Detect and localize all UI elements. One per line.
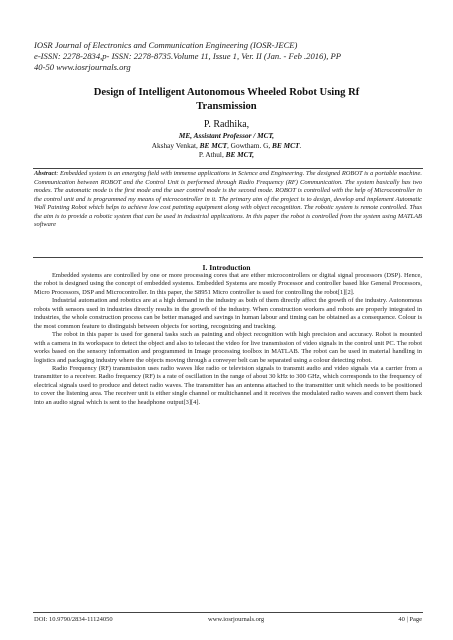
introduction-body: [34, 272, 422, 407]
author-3-degree: BE MCT: [272, 140, 300, 150]
abstract-label: Abstract: [34, 170, 57, 177]
author-2-name: Akshay Venkat,: [151, 140, 200, 150]
author-3-end: .: [299, 140, 302, 150]
paper-title: [30, 86, 423, 113]
author-1-name: P. Radhika,: [203, 119, 250, 130]
footer-rule: [33, 612, 423, 613]
abstract-top-rule: [33, 168, 423, 169]
abstract-text: : Embedded system is an emerging field with immense applications in Science and Engineering. The designed ROBOT is a portable machine. Communication between ROBOT and the Control Unit is performed through Radio Frequency (RF) Communication. The system basically has two modes. The automatic mode is the first mode and the user control mode is the second mode. ROBOT is controlled with the help of Microcontroller in the control unit and is programmed my means of microcontroller in it. The primary aim of the project is to design, develop and implement Automatic Wall Painting Robot which helps to achieve low cost painting equipment along with object recognition. The robotic system is remote controlled. Thus the aim is to provide a robotic system that can be used in industrial applications. In this paper the robot is controlled from the system using MATLAB software: [34, 170, 422, 228]
footer-page-number: 40 | Page: [398, 616, 422, 623]
paragraph-1: Embedded systems are controlled by one or more processing cores that are either microcontrollers or digital signal processors (DSP). Hence, the robot is designed using the concept of embedded systems. Embedded Systems are mostly Processor and controller based like General Processors, Micro Processors, DSP and Microcontroller. In this paper, the S8951 Micro controller is used for controlling the robot[1][2].: [34, 272, 422, 296]
author-block: [30, 118, 423, 160]
footer-doi: DOI: 10.9790/2834-11124050: [34, 616, 113, 623]
author-2-degree: BE MCT: [199, 140, 228, 150]
journal-issn: e-ISSN: 2278-2834,p- ISSN: 2278-8735.Volume 11, Issue 1, Ver. II (Jan. - Feb .2016), PP: [34, 51, 342, 62]
journal-name: IOSR Journal of Electronics and Communication Engineering (IOSR-JECE): [34, 40, 298, 50]
abstract-bottom-rule: [33, 257, 423, 258]
paper-title-line-1: Design of Intelligent Autonomous Wheeled Robot Using Rf: [93, 87, 360, 98]
author-3-name: , Gowtham. G,: [227, 140, 273, 150]
footer-site: www.iosrjournals.org: [208, 616, 265, 623]
author-4-degree: BE MCT,: [225, 150, 255, 160]
paragraph-4: Radio Frequency (RF) transmission uses radio waves like radio or television signals to transmit audio and video signals via a carrier from a transmitter to a receiver. Radio frequency (RF) is a rate of oscillation in the range of about 30 kHz to 300 GHz, which corresponds to the frequency of electrical signals used to produce and detect radio waves. The transmitter has an antenna attached to the transmitter unit which needs to be positioned to cover the listening area. The receiver unit is either single channel or multichannel and it receives the modulated radio waves and convert them back into an audio signal which is sent to the headphone output[3][4].: [34, 364, 422, 406]
authors-line-2: [30, 141, 423, 151]
journal-header: [34, 40, 424, 74]
authors-line-3: [30, 150, 423, 160]
author-4-name: P. Athul,: [198, 150, 226, 160]
abstract: [34, 170, 422, 230]
author-1-role: ME, Assistant Professor / MCT,: [178, 131, 275, 140]
section-heading-introduction: I. Introduction: [202, 263, 251, 272]
paper-title-line-2: Transmission: [196, 100, 257, 112]
journal-pages: 40-50 www.iosrjournals.org: [34, 62, 131, 73]
paragraph-3: The robot in this paper is used for general tasks such as painting and object recognition with high precision and accuracy. Robot is mounted with a camera in its workspace to detect the object and also to telecast the video for live transmission of video signals in the control unit PC. The robot works based on the sensory information and programmed in Image processing toolbox in MATLAB. The robot can be used in material handling in logistics and packaging industry where the objects moving through a conveyer belt can be separated using a colour detecting robot.: [34, 331, 423, 364]
paragraph-2: Industrial automation and robotics are at a high demand in the industry as both of them directly affect the growth of the industry. Autonomous robots with sensors used in industries directly results in the growth of the industry. When construction workers and robots are properly integrated in industries, the whole construction process can be better managed and savings in human labour and timing can be obtained as a consequence. Colour is the most common feature to distinguish between objects for sorting, recognizing and tracking.: [34, 297, 422, 330]
